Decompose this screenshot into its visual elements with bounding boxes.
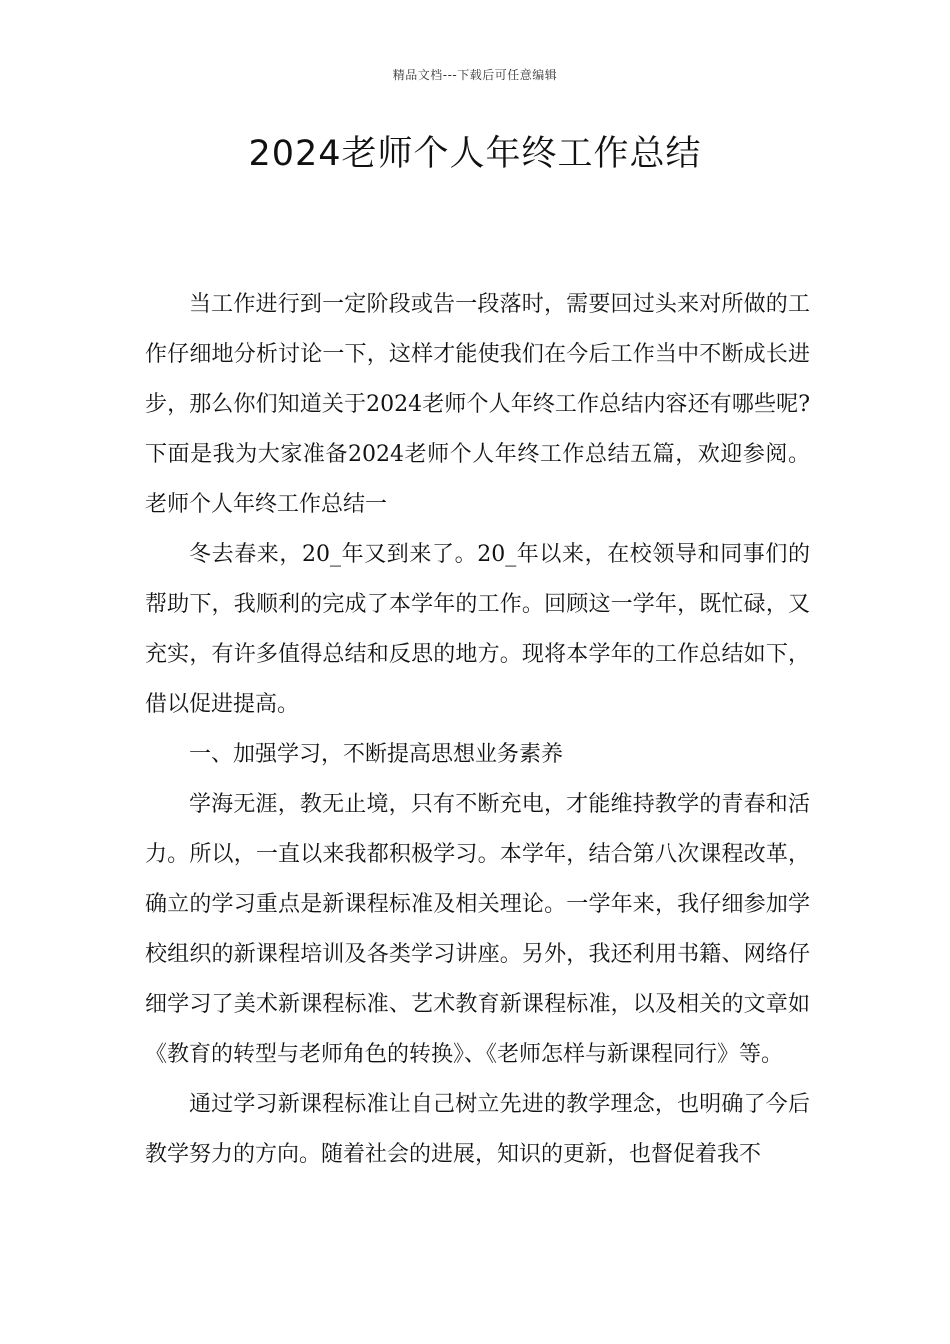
paragraph-study: 学海无涯，教无止境，只有不断充电，才能维持教学的青春和活力。所以，一直以来我都积极学习。本学年，结合第八次课程改革，确立的学习重点是新课程标准及相关理论。一学年来，我仔细参加学校组织的新课程培训及各类学习讲座。另外，我还利用书籍、网络仔细学习了美术新课程标准、艺术教育新课程标准，以及相关的文章如《教育的转型与老师角色的转换》、《老师怎样与新课程同行》等。 — [145, 792, 810, 1067]
document-title: 2024老师个人年终工作总结 — [248, 134, 702, 174]
paragraph-review: 冬去春来，20_年又到来了。20_年以来，在校领导和同事们的帮助下，我顺利的完成了本学年的工作。回顾这一学年，既忙碌，又充实，有许多值得总结和反思的地方。现将本学年的工作总结如下，借以促进提高。 — [145, 542, 810, 717]
section-heading: 一、加强学习，不断提高思想业务素养 — [189, 742, 564, 767]
header-note: 精品文档---下载后可任意编辑 — [392, 68, 558, 82]
paragraph-intro: 当工作进行到一定阶段或告一段落时，需要回过头来对所做的工作仔细地分析讨论一下，这样才能使我们在今后工作当中不断成长进步，那么你们知道关于2024老师个人年终工作总结内容还有哪些呢?下面是我为大家准备2024老师个人年终工作总结五篇，欢迎参阅。老师个人年终工作总结一 — [145, 292, 810, 517]
document-body — [145, 280, 810, 1180]
paragraph-direction: 通过学习新课程标准让自己树立先进的教学理念，也明确了今后教学努力的方向。随着社会的进展，知识的更新，也督促着我不 — [145, 1092, 810, 1167]
